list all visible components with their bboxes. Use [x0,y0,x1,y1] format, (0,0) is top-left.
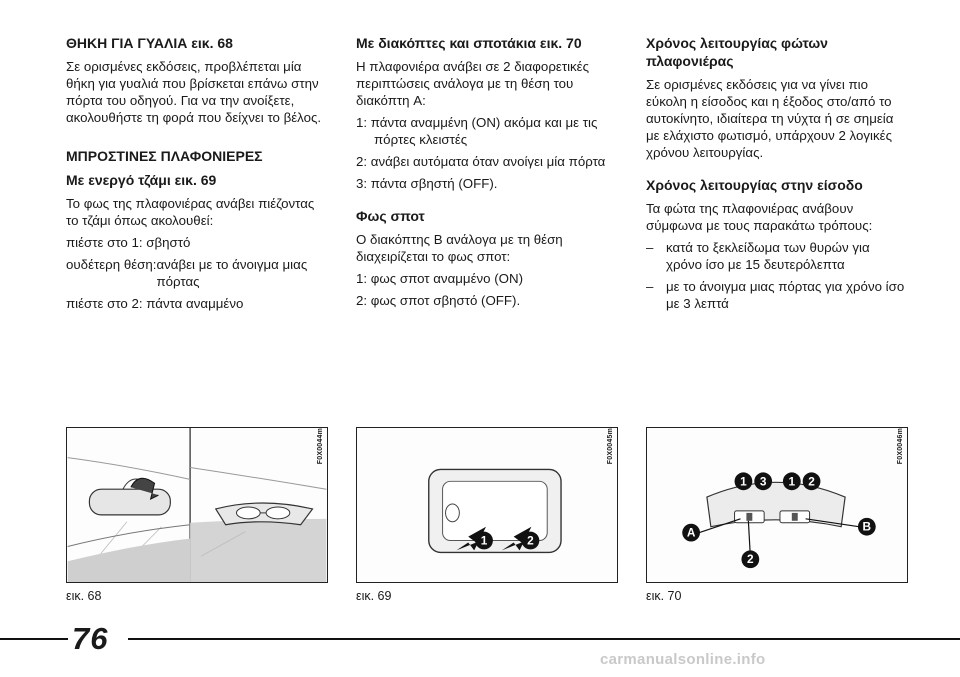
bullet-text-unlock: κατά το ξεκλείδωμα των θυρών για χρόνο ίσο με 15 δευτερόλεπτα [666,240,870,272]
heading-operating-time: Χρόνος λειτουργίας φώτων πλαφονιέρας [646,35,828,69]
list-item-a-1: 1: πάντα αναμμένη (ON) ακόμα και με τις πόρτες κλειστές [356,115,598,147]
list-item-a-3: 3: πάντα σβηστή (OFF). [356,176,498,191]
column-middle [356,34,618,314]
paragraph-switch-a: Η πλαφονιέρα ανάβει σε 2 διαφορετικές περιπτώσεις ανάλογα με τη θέση του διακόπτη A: [356,59,590,108]
figure-70-label-a: A [686,525,696,540]
bullet-item-door-open [646,278,908,312]
list-item-press-2: πιέστε στο 2: πάντα αναμμένο [66,296,244,311]
figure-69-caption: εικ. 69 [356,589,392,603]
dash-mark: – [646,240,654,255]
paragraph-entry-time: Τα φώτα της πλαφονιέρας ανάβουν σύμφωνα με τους παρακάτω τρόπους: [646,201,873,233]
figure-69-illustration [357,428,617,582]
bullet-text-door-open: με το άνοιγμα μιας πόρτας για χρόνο ίσο με 3 λεπτά [666,279,905,311]
heading-front-ceiling-lights: ΜΠΡΟΣΤΙΝΕΣ ΠΛΑΦΟΝΙΕΡΕΣ [66,148,263,164]
figure-69-label-2: 2 [527,533,534,548]
figure-68-glasses-holder [66,427,328,583]
column-right [646,34,908,317]
figure-70-illustration [647,428,907,582]
figure-70-code: F0X0046m [897,428,904,465]
page-number: 76 [72,621,109,656]
bullet-item-unlock [646,239,908,273]
list-item-neutral-desc: ανάβει με το άνοιγμα μιας πόρτας [156,257,308,289]
figure-70-label-3: 3 [759,474,767,489]
paragraph-switch-b: O διακόπτης B ανάλογα με τη θέση διαχειρίζεται το φως σποτ: [356,232,563,264]
heading-spot-light: Φως σποτ [356,208,425,224]
list-item-neutral [66,256,328,290]
list-item-press-1: πιέστε στο 1: σβηστό [66,235,191,250]
figure-70-switches-spots [646,427,908,583]
figure-70-label-1b: 1 [788,474,796,489]
heading-active-lens: Με ενεργό τζάμι εικ. 69 [66,172,217,188]
list-item-b-2: 2: φως σποτ σβηστό (OFF). [356,293,521,308]
figure-68-caption: εικ. 68 [66,589,102,603]
heading-entry-time: Χρόνος λειτουργίας στην είσοδο [646,177,863,193]
watermark: carmanualsonline.info [600,651,766,668]
heading-switches-spots: Με διακόπτες και σποτάκια εικ. 70 [356,35,582,51]
paragraph-glasses-holder: Σε ορισμένες εκδόσεις, προβλέπεται μία θήκη για γυαλιά που βρίσκεται επάνω στην πόρτα του οδηγού. Για να την ανοίξετε, ακολουθήστε τη φορά που δείχνει το βέλος. [66,59,322,125]
footer-rule-left [0,638,68,640]
list-item-neutral-term: ουδέτερη θέση: [66,257,157,272]
figure-69-ceiling-light [356,427,618,583]
figure-70-label-2a: 2 [808,474,815,489]
figure-70-label-2b: 2 [747,552,754,567]
figure-68-code: F0X0044m [317,428,324,465]
column-left [66,34,328,317]
figure-70-caption: εικ. 70 [646,589,682,603]
paragraph-active-lens: Το φως της πλαφονιέρας ανάβει πιέζοντας το τζάμι όπως ακολουθεί: [66,196,315,228]
figure-70-label-1a: 1 [740,474,747,489]
heading-glasses-holder: ΘΗΚΗ ΓΙΑ ΓΥΑΛΙΑ εικ. 68 [66,35,233,51]
figure-69-code: F0X0045m [607,428,614,465]
dash-mark: – [646,279,654,294]
figure-68-illustration [67,428,327,582]
list-item-b-1: 1: φως σποτ αναμμένο (ON) [356,271,524,286]
figure-69-label-1: 1 [480,533,488,548]
list-item-a-2: 2: ανάβει αυτόματα όταν ανοίγει μία πόρτα [356,154,606,169]
paragraph-operating-time: Σε ορισμένες εκδόσεις για να γίνει πιο εύκολη η είσοδος και η έξοδος στο/από το αυτοκίνητο, ιδιαίτερα τη νύχτα ή σε σημεία με ελάχιστο φωτισμό, υπάρχουν 2 λογικές χρόνου λειτουργίας. [646,77,894,160]
footer-rule-right [128,638,960,640]
figure-70-label-b: B [862,519,872,534]
